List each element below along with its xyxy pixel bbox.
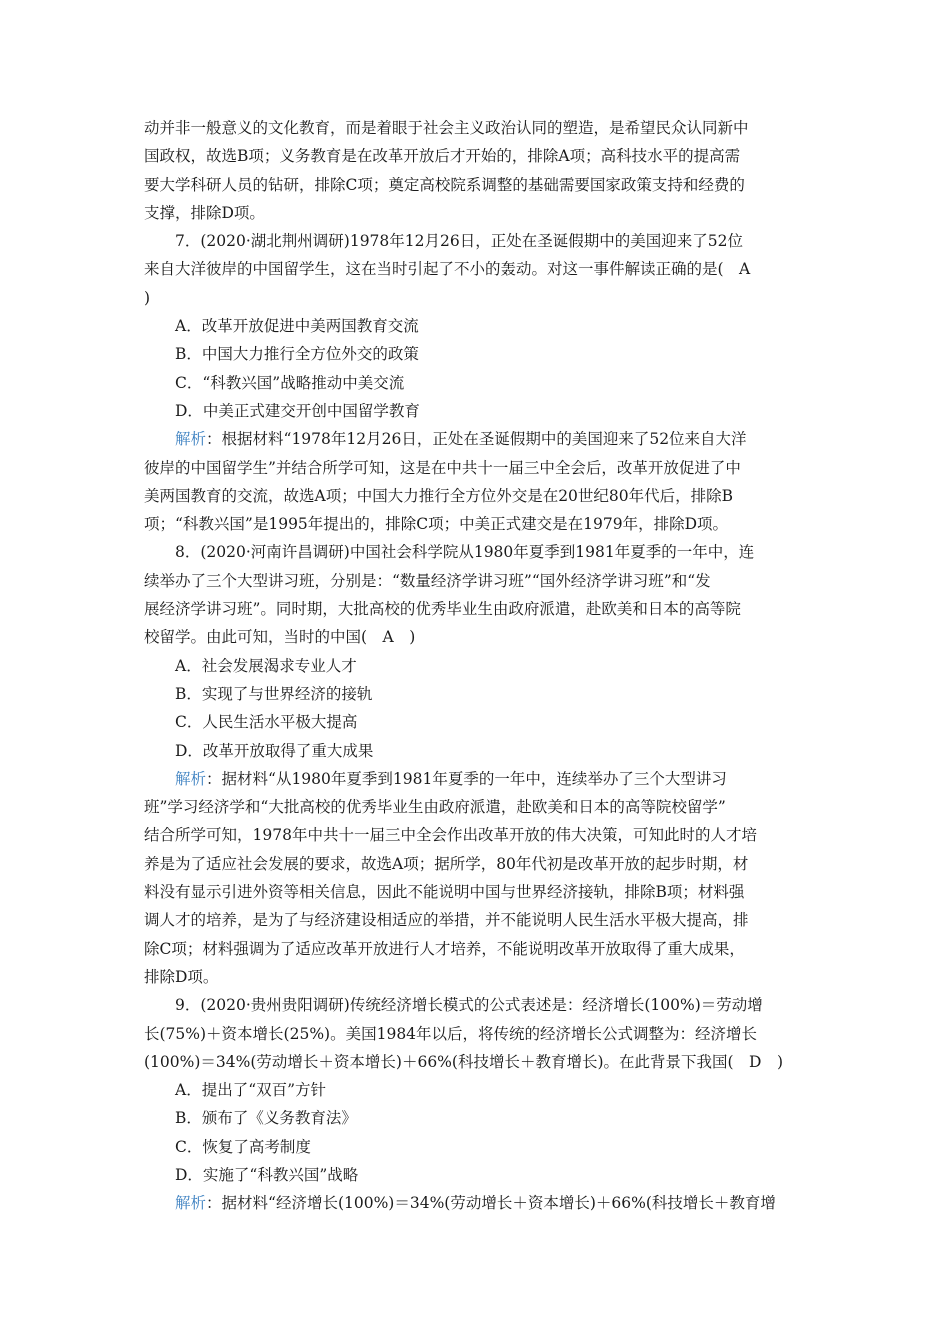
analysis-first-line xyxy=(144,1189,812,1217)
question-stem-line: 9．(2020·贵州贵阳调研)传统经济增长模式的公式表述是：经济增长(100%)＝劳动增 xyxy=(175,996,763,1015)
option-d: D．中美正式建交开创中国留学教育 xyxy=(175,401,420,420)
option-b: B．颁布了《义务教育法》 xyxy=(175,1109,357,1128)
question-stem-line: 续举办了三个大型讲习班，分别是：“数量经济学讲习班”“国外经济学讲习班”和“发 xyxy=(144,571,711,590)
analysis-line: 项；“科教兴国”是1995年提出的，排除C项；中美正式建交是在1979年，排除D项。 xyxy=(144,515,729,534)
analysis-label: 解析 xyxy=(175,430,207,449)
analysis-line: 调人才的培养，是为了与经济建设相适应的举措，并不能说明人民生活水平极大提高，排 xyxy=(144,911,749,930)
question-stem-line: 8．(2020·河南许昌调研)中国社会科学院从1980年夏季到1981年夏季的一年中，连 xyxy=(175,543,755,562)
analysis-first-line xyxy=(144,765,812,793)
analysis-text: ：据材料“经济增长(100%)＝34%(劳动增长＋资本增长)＋66%(科技增长＋教育增 xyxy=(206,1194,776,1213)
analysis-line: 彼岸的中国留学生”并结合所学可知，这是在中共十一届三中全会后，改革开放促进了中 xyxy=(144,458,741,477)
question-stem-line: ) xyxy=(144,288,151,307)
option-b: B．中国大力推行全方位外交的政策 xyxy=(175,345,419,364)
option-a: A．提出了“双百”方针 xyxy=(175,1081,327,1100)
text-line: 动并非一般意义的文化教育，而是着眼于社会主义政治认同的塑造，是希望民众认同新中 xyxy=(144,119,749,137)
intro-paragraph xyxy=(144,114,812,227)
option-d: D．实施了“科教兴国”战略 xyxy=(175,1165,359,1184)
analysis-line: 美两国教育的交流，故选A项；中国大力推行全方位外交是在20世纪80年代后，排除B xyxy=(144,486,734,505)
analysis-line: 班”学习经济学和“大批高校的优秀毕业生由政府派遣，赴欧美和日本的高等院校留学” xyxy=(144,798,726,817)
analysis-label: 解析 xyxy=(175,769,207,788)
text-line: 支撑，排除D项。 xyxy=(144,203,265,222)
analysis-line: 除C项；材料强调为了适应改革开放进行人才培养，不能说明改革开放取得了重大成果， xyxy=(144,939,745,958)
question-stem-line: 来自大洋彼岸的中国留学生，这在当时引起了不小的轰动。对这一事件解读正确的是( A xyxy=(144,260,751,279)
document-body xyxy=(144,114,812,1218)
option-c: C．恢复了高考制度 xyxy=(175,1137,311,1156)
analysis-line: 结合所学可知，1978年中共十一届三中全会作出改革开放的伟大决策，可知此时的人才培 xyxy=(144,826,757,845)
question-9 xyxy=(144,991,812,1217)
analysis-line: 排除D项。 xyxy=(144,967,219,986)
question-stem-line: 校留学。由此可知，当时的中国( A ) xyxy=(144,628,416,647)
analysis-label: 解析 xyxy=(175,1194,207,1213)
option-a: A．社会发展渴求专业人才 xyxy=(175,656,357,675)
question-stem-line: (100%)＝34%(劳动增长＋资本增长)＋66%(科技增长＋教育增长)。在此背景下我国( D ) xyxy=(144,1052,784,1071)
analysis-text: ：根据材料“1978年12月26日，正处在圣诞假期中的美国迎来了52位来自大洋 xyxy=(206,430,747,449)
text-line: 国政权，故选B项；义务教育是在改革开放后才开始的，排除A项；高科技水平的提高需 xyxy=(144,147,741,166)
option-d: D．改革开放取得了重大成果 xyxy=(175,741,374,760)
option-b: B．实现了与世界经济的接轨 xyxy=(175,684,373,703)
option-a: A．改革开放促进中美两国教育交流 xyxy=(175,317,419,336)
option-c: C．“科教兴国”战略推动中美交流 xyxy=(175,373,405,392)
question-8 xyxy=(144,538,812,991)
question-stem-line: 长(75%)＋资本增长(25%)。美国1984年以后，将传统的经济增长公式调整为：经济增长 xyxy=(144,1024,758,1043)
analysis-line: 料没有显示引进外资等相关信息，因此不能说明中国与世界经济接轨，排除B项；材料强 xyxy=(144,883,745,902)
text-line: 要大学科研人员的钻研，排除C项；奠定高校院系调整的基础需要国家政策支持和经费的 xyxy=(144,175,745,194)
option-c: C．人民生活水平极大提高 xyxy=(175,713,358,732)
analysis-text: ：据材料“从1980年夏季到1981年夏季的一年中，连续举办了三个大型讲习 xyxy=(206,769,727,788)
analysis-first-line xyxy=(144,425,812,453)
analysis-line: 养是为了适应社会发展的要求，故选A项；据所学，80年代初是改革开放的起步时期，材 xyxy=(144,854,749,873)
question-7 xyxy=(144,227,812,538)
question-stem-line: 7．(2020·湖北荆州调研)1978年12月26日，正处在圣诞假期中的美国迎来了52位 xyxy=(175,232,743,251)
question-stem-line: 展经济学讲习班”。同时期，大批高校的优秀毕业生由政府派遣，赴欧美和日本的高等院 xyxy=(144,600,741,619)
